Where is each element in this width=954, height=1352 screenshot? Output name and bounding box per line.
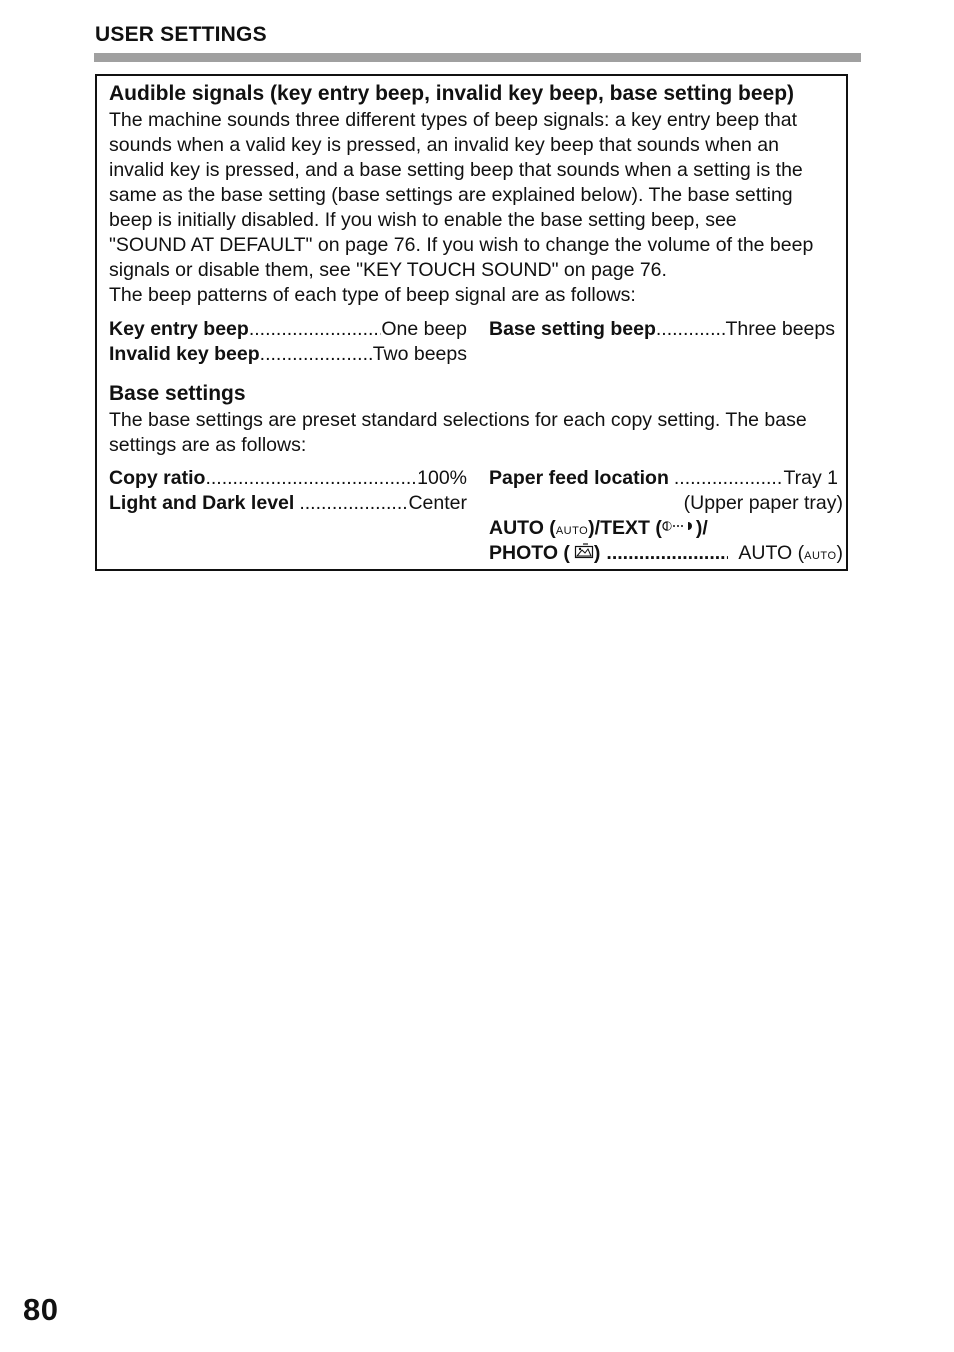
auto-value-icon: AUTO — [804, 550, 837, 562]
base-settings-paragraph — [109, 408, 845, 458]
photo-label: PHOTO ( — [489, 542, 570, 564]
photo-mode-icon — [574, 541, 594, 566]
leader-dots — [606, 541, 728, 566]
leader-dots — [260, 342, 373, 367]
copy-ratio-value: 100% — [417, 467, 467, 489]
paragraph-line: signals or disable them, see "KEY TOUCH SOUND" on page 76. — [109, 259, 667, 281]
key-entry-beep-label: Key entry beep — [109, 318, 249, 340]
light-dark-label: Light and Dark level — [109, 492, 295, 514]
leader-dots — [656, 317, 726, 342]
copy-ratio-row — [109, 466, 467, 491]
auto-mode-icon: AUTO — [555, 525, 589, 537]
leader-dots — [205, 466, 417, 491]
page-number: 80 — [23, 1292, 59, 1327]
section-title: USER SETTINGS — [95, 23, 267, 46]
text-mode-icon — [662, 516, 696, 541]
paragraph-line: The machine sounds three different types of beep signals: a key entry beep that — [109, 109, 797, 131]
leader-dots — [249, 317, 382, 342]
invalid-key-beep-row — [109, 342, 467, 367]
text-label: )/TEXT ( — [588, 517, 662, 539]
beep-patterns-list — [109, 308, 845, 378]
exposure-row-2 — [489, 541, 843, 566]
header-rule — [94, 53, 861, 62]
key-entry-beep-row — [109, 317, 467, 342]
leader-dots — [674, 466, 784, 491]
base-setting-beep-value: Three beeps — [725, 318, 835, 340]
light-dark-row — [109, 491, 467, 516]
base-setting-beep-row — [489, 317, 835, 342]
audible-signals-heading: Audible signals (key entry beep, invalid key beep, base setting beep) — [109, 82, 795, 105]
text-close: )/ — [695, 517, 708, 539]
audible-signals-paragraph — [109, 108, 845, 308]
settings-box-content — [109, 80, 845, 578]
invalid-key-beep-value: Two beeps — [372, 343, 467, 365]
exposure-row-1 — [489, 516, 843, 541]
paragraph-line: The beep patterns of each type of beep signal are as follows: — [109, 284, 636, 306]
exposure-value-prefix: AUTO ( — [738, 542, 805, 564]
base-settings-list — [109, 458, 845, 578]
leader-dots — [299, 491, 408, 516]
paragraph-line: sounds when a valid key is pressed, an invalid key beep that sounds when an — [109, 134, 779, 156]
auto-label: AUTO ( — [489, 517, 556, 539]
paragraph-line: beep is initially disabled. If you wish to enable the base setting beep, see — [109, 209, 737, 231]
base-settings-heading: Base settings — [109, 382, 246, 405]
paragraph-line: same as the base setting (base settings are explained below). The base setting — [109, 184, 793, 206]
light-dark-value: Center — [408, 492, 467, 514]
paragraph-line: settings are as follows: — [109, 434, 307, 456]
paragraph-line: "SOUND AT DEFAULT" on page 76. If you wish to change the volume of the beep — [109, 234, 814, 256]
paper-feed-note-row — [489, 491, 843, 516]
exposure-value-suffix: ) — [836, 542, 843, 564]
paragraph-line: invalid key is pressed, and a base setting beep that sounds when a setting is the — [109, 159, 803, 181]
base-setting-beep-label: Base setting beep — [489, 318, 656, 340]
paper-feed-note: (Upper paper tray) — [683, 492, 843, 514]
paper-feed-row — [489, 466, 838, 491]
settings-box — [95, 74, 848, 571]
paper-feed-label: Paper feed location — [489, 467, 669, 489]
key-entry-beep-value: One beep — [381, 318, 467, 340]
paragraph-line: The base settings are preset standard selections for each copy setting. The base — [109, 409, 807, 431]
copy-ratio-label: Copy ratio — [109, 467, 206, 489]
photo-close: ) — [593, 542, 601, 564]
invalid-key-beep-label: Invalid key beep — [109, 343, 260, 365]
paper-feed-value: Tray 1 — [783, 467, 838, 489]
